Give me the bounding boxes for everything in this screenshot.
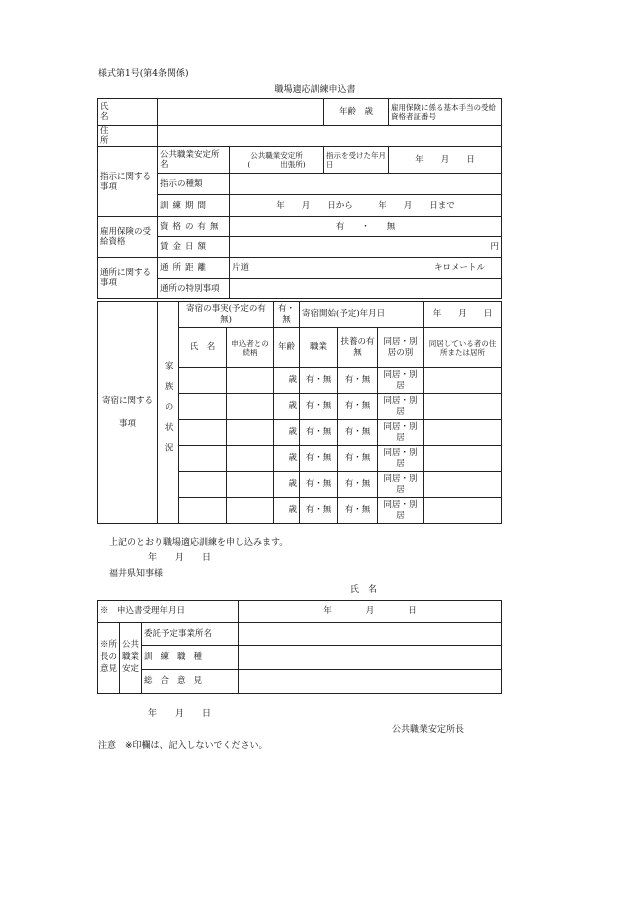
age-cell[interactable]: 歳: [274, 446, 300, 472]
address-field[interactable]: [158, 126, 502, 147]
lodging-start-field[interactable]: 年 月 日: [424, 302, 502, 328]
signature-label: 氏 名: [350, 585, 378, 595]
age-cell[interactable]: 歳: [274, 420, 300, 446]
entrusted-office-label: 委託予定事業所名: [142, 623, 239, 646]
instruction-type-label: 指示の種類: [158, 174, 230, 195]
relation-cell[interactable]: [227, 446, 274, 472]
overall-opinion-label: 総合意見: [142, 670, 239, 694]
name-field[interactable]: [158, 99, 324, 126]
address-cell[interactable]: [424, 446, 502, 472]
col-name: 氏 名: [179, 328, 227, 368]
instruction-date-field[interactable]: 年 月 日: [389, 147, 502, 174]
entrusted-office-field: [239, 623, 502, 646]
age-cell[interactable]: 歳: [274, 498, 300, 524]
cohab-cell[interactable]: 同居・別居: [378, 394, 424, 420]
training-period-label: 訓練期間: [158, 195, 230, 217]
job-cell[interactable]: 有・無: [300, 472, 338, 498]
office-use-table: [97, 600, 502, 694]
commute-special-label: 通所の特別事項: [158, 279, 230, 299]
footer-date: 年 月 日: [148, 709, 212, 719]
relation-cell[interactable]: [227, 394, 274, 420]
address-cell[interactable]: [424, 472, 502, 498]
declaration-text: 上記のとおり職場適応訓練を申し込みます。: [109, 538, 289, 548]
age-cell[interactable]: 歳: [274, 394, 300, 420]
commute-section-label: 通所に関する事項: [98, 258, 158, 299]
instruction-section-label: 指示に関する事項: [98, 147, 158, 217]
job-cell[interactable]: 有・無: [300, 420, 338, 446]
support-cell[interactable]: 有・無: [338, 446, 378, 472]
cohab-cell[interactable]: 同居・別居: [378, 420, 424, 446]
address-cell[interactable]: [424, 394, 502, 420]
wage-label: 賃金日額: [158, 237, 230, 258]
age-field[interactable]: 年齢 歳: [324, 99, 389, 126]
job-cell[interactable]: 有・無: [300, 446, 338, 472]
cohab-cell[interactable]: 同居・別居: [378, 368, 424, 394]
support-cell[interactable]: 有・無: [338, 472, 378, 498]
lodging-table: [97, 301, 502, 524]
eligibility-field[interactable]: 有 ・ 無: [230, 217, 502, 237]
job-cell[interactable]: 有・無: [300, 368, 338, 394]
lodging-fact-label: 寄宿の事実(予定の有無): [179, 302, 274, 328]
family-name-cell[interactable]: [179, 472, 227, 498]
cohab-cell[interactable]: 同居・別居: [378, 472, 424, 498]
relation-cell[interactable]: [227, 420, 274, 446]
col-relation: 申込者との続柄: [227, 328, 274, 368]
lodging-section-label: 寄宿に関する事項: [98, 302, 158, 524]
office-name-label: 公共職業安定所名: [158, 147, 230, 174]
family-name-cell[interactable]: [179, 368, 227, 394]
family-name-cell[interactable]: [179, 420, 227, 446]
declaration-date: 年 月 日: [148, 553, 212, 563]
training-period-field[interactable]: 年 月 日から 年 月 日まで: [230, 195, 502, 217]
age-cell[interactable]: 歳: [274, 472, 300, 498]
office-name-field[interactable]: 公共職業安定所 ( 出張所): [230, 147, 324, 174]
family-name-cell[interactable]: [179, 394, 227, 420]
family-status-label: 家族の状況: [158, 302, 179, 524]
insurance-number-label: 雇用保険に係る基本手当の受給資格者証番号: [389, 99, 502, 126]
addressee: 福井県知事様: [109, 569, 164, 579]
training-type-field: [239, 646, 502, 670]
support-cell[interactable]: 有・無: [338, 368, 378, 394]
receipt-date-label: ※ 申込書受理年月日: [98, 601, 239, 623]
distance-label: 通所距離: [158, 258, 230, 279]
application-table: [97, 98, 502, 299]
job-cell[interactable]: 有・無: [300, 394, 338, 420]
address-label: 住 所: [98, 126, 158, 147]
wage-field[interactable]: 円: [230, 237, 502, 258]
family-name-cell[interactable]: [179, 498, 227, 524]
distance-field[interactable]: 片道 キロメートル: [230, 258, 502, 279]
family-name-cell[interactable]: [179, 446, 227, 472]
support-cell[interactable]: 有・無: [338, 498, 378, 524]
note: 注意 ※印欄は、記入しないでください。: [98, 741, 268, 751]
col-age: 年齢: [274, 328, 300, 368]
address-cell[interactable]: [424, 368, 502, 394]
support-cell[interactable]: 有・無: [338, 420, 378, 446]
opinion-office: 公共職業安定: [120, 623, 142, 694]
instruction-date-label: 指示を受けた年月日: [324, 147, 389, 174]
name-label: 氏 名: [98, 99, 158, 126]
support-cell[interactable]: 有・無: [338, 394, 378, 420]
relation-cell[interactable]: [227, 368, 274, 394]
office-head: 公共職業安定所長: [392, 725, 465, 735]
receipt-date-field: 年 月 日: [239, 601, 502, 623]
form-number: 様式第1号(第4条関係): [98, 69, 189, 79]
relation-cell[interactable]: [227, 498, 274, 524]
insurance-section-label: 雇用保険の受給資格: [98, 217, 158, 258]
address-cell[interactable]: [424, 420, 502, 446]
col-cohabitation: 同居・別居の別: [378, 328, 424, 368]
instruction-type-field[interactable]: [230, 174, 502, 195]
relation-cell[interactable]: [227, 472, 274, 498]
page-title: 職場適応訓練申込書: [274, 85, 356, 95]
col-address: 同居している者の住所または居所: [424, 328, 502, 368]
opinion-mark: ※所長の意見: [98, 623, 120, 694]
eligibility-label: 資格の有無: [158, 217, 230, 237]
lodging-fact-field[interactable]: 有・無: [274, 302, 300, 328]
lodging-start-label: 寄宿開始(予定)年月日: [300, 302, 424, 328]
overall-opinion-field: [239, 670, 502, 694]
address-cell[interactable]: [424, 498, 502, 524]
age-cell[interactable]: 歳: [274, 368, 300, 394]
cohab-cell[interactable]: 同居・別居: [378, 446, 424, 472]
col-support: 扶養の有無: [338, 328, 378, 368]
cohab-cell[interactable]: 同居・別居: [378, 498, 424, 524]
col-job: 職業: [300, 328, 338, 368]
commute-special-field[interactable]: [230, 279, 502, 299]
training-type-label: 訓練職種: [142, 646, 239, 670]
job-cell[interactable]: 有・無: [300, 498, 338, 524]
